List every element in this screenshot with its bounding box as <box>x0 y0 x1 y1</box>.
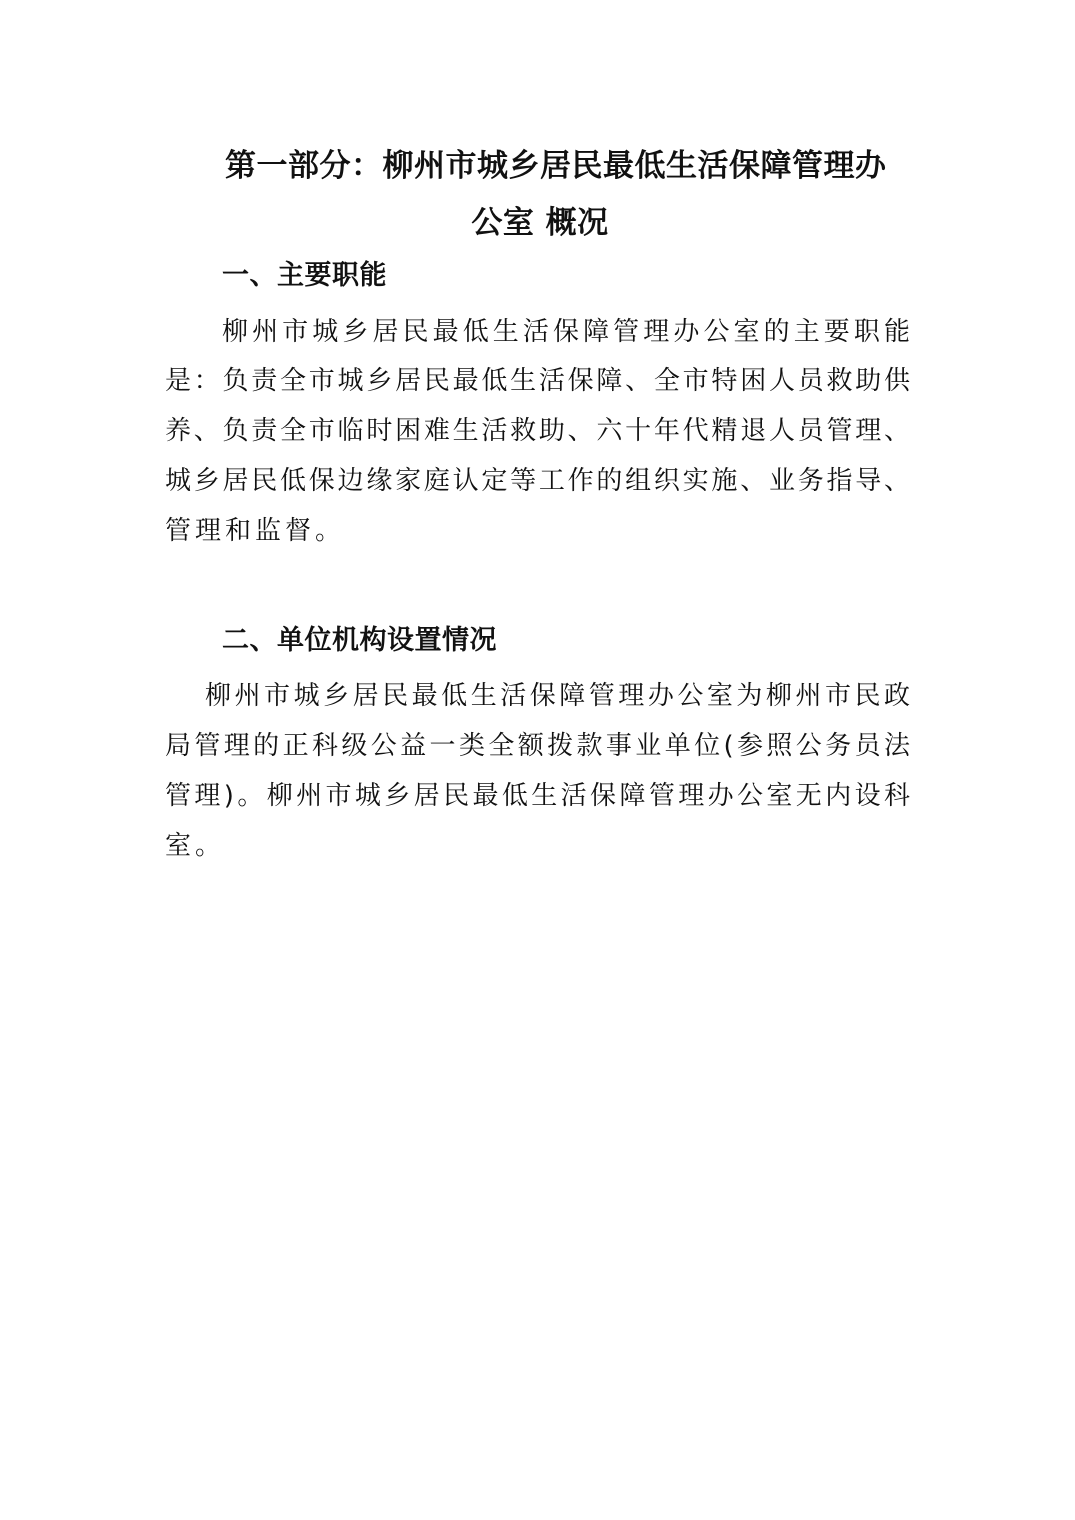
section-2-paragraph-line: 柳州市城乡居民最低生活保障管理办公室为柳州市民政 <box>205 681 910 711</box>
document-title-line-2: 公室 概况 <box>471 205 609 241</box>
document-title-line-1: 第一部分：柳州市城乡居民最低生活保障管理办 <box>225 148 887 184</box>
section-2-paragraph-line: 管理)。柳州市城乡居民最低生活保障管理办公室无内设科 <box>165 781 910 811</box>
section-1-paragraph-line: 管理和监督。 <box>165 516 346 546</box>
section-2-heading: 二、单位机构设置情况 <box>222 625 497 656</box>
section-1-paragraph-line: 城乡居民低保边缘家庭认定等工作的组织实施、业务指导、 <box>165 466 910 496</box>
section-2-paragraph-line: 局管理的正科级公益一类全额拨款事业单位(参照公务员法 <box>165 731 910 761</box>
section-1-paragraph-line: 是：负责全市城乡居民最低生活保障、全市特困人员救助供 <box>165 366 910 396</box>
section-1-paragraph-line: 养、负责全市临时困难生活救助、六十年代精退人员管理、 <box>165 416 910 446</box>
section-1-heading: 一、主要职能 <box>222 260 387 291</box>
section-2-paragraph-line: 室。 <box>165 831 226 861</box>
section-1-paragraph-line: 柳州市城乡居民最低生活保障管理办公室的主要职能 <box>222 317 910 347</box>
